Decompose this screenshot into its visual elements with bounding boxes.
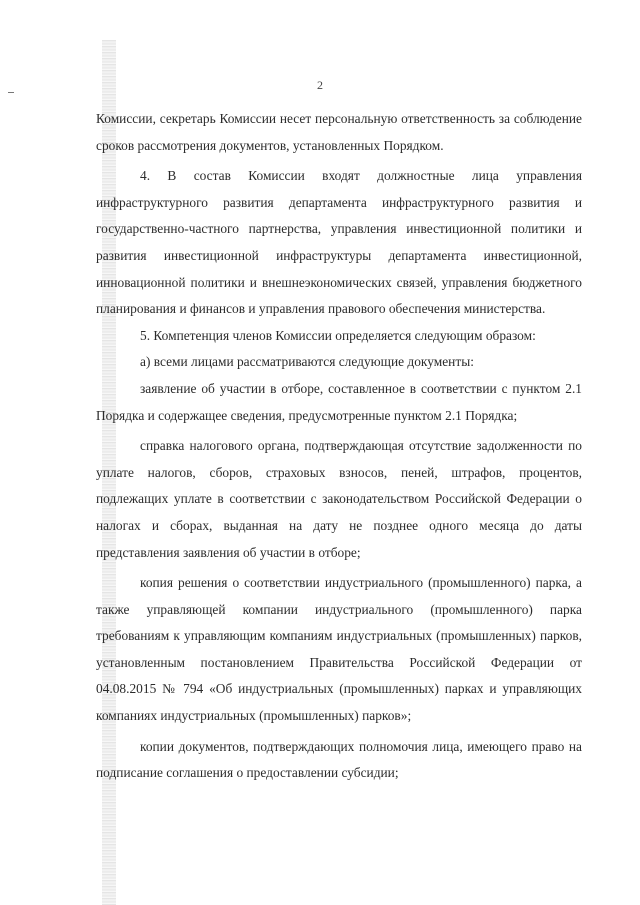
- paragraph-commission-secretary: Комиссии, секретарь Комиссии несет персональную ответственность за соблюдение сроков рассмотрения документов, установленных Порядком.: [96, 111, 582, 153]
- page-number: 2: [317, 78, 323, 92]
- paragraph-park-decision-copy: копия решения о соответствии индустриального (промышленного) парка, а также управляющей компании индустриального (промышленного) парка требованиям к управляющим компаниям индустриальных (промышленных) парков, установленным постановлением Правительства Российской Федерации от 04.08.2015 № 794 «Об индустриальных (промышленных) парках и управляющих компаниях индустриальных (промышленных) парков»;: [96, 575, 582, 724]
- paragraph-member-competence: 5. Компетенция членов Комиссии определяется следующим образом:: [140, 327, 536, 343]
- paragraph-tax-certificate: справка налогового органа, подтверждающая отсутствие задолженности по уплате налогов, сборов, страховых взносов, пеней, штрафов, процентов, подлежащих уплате в соответствии с законодательством Российской Федерации о налогах и сборах, выданная на дату не позднее одного месяца до даты представления заявления об участии в отборе;: [96, 438, 582, 560]
- document-body: [96, 106, 582, 787]
- paragraph-documents-intro: а) всеми лицами рассматриваются следующие документы:: [140, 354, 474, 370]
- paragraph-application: заявление об участии в отборе, составленное в соответствии с пунктом 2.1 Порядка и содержащее сведения, предусмотренные пунктом 2.1 Порядка;: [96, 380, 582, 423]
- paragraph-authority-documents: копии документов, подтверждающих полномочия лица, имеющего право на подписание соглашения о предоставлении субсидии;: [96, 738, 582, 781]
- paragraph-commission-composition: 4. В состав Комиссии входят должностные лица управления инфраструктурного развития департамента инфраструктурного развития и государственно-частного партнерства, управления инвестиционной политики и развития инвестиционной инфраструктуры департамента инвестиционной, инновационной политики и внешнеэкономических связей, управления бюджетного планирования и финансов и управления правового обеспечения министерства.: [96, 168, 582, 317]
